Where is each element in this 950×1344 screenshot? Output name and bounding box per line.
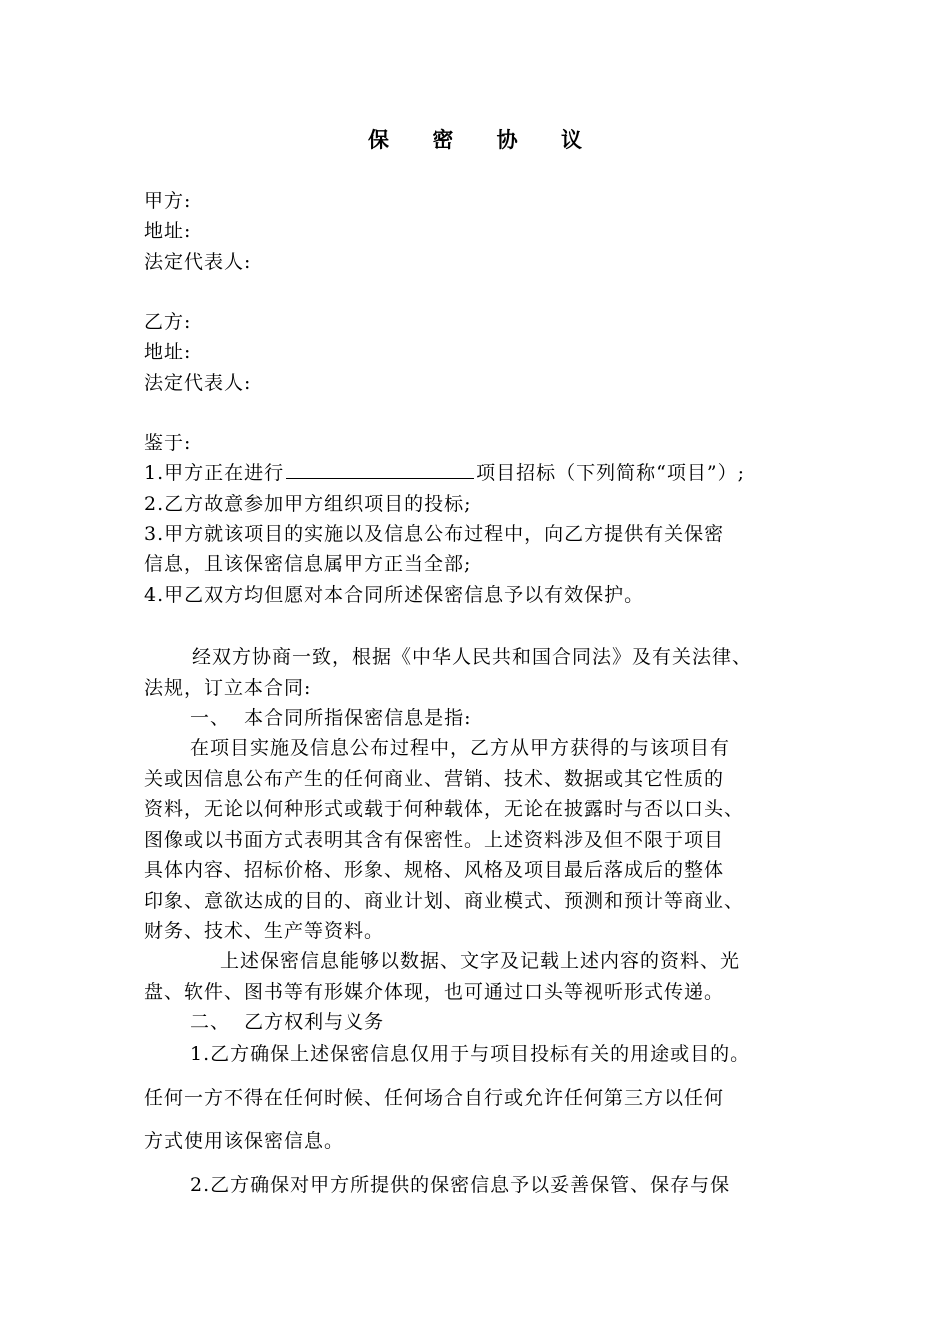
section-1-para-1-line: 具体内容、招标价格、形象、规格、风格及项目最后落成后的整体 (144, 859, 725, 881)
party-a-rep-label: 法定代表人: (144, 251, 252, 273)
section-1-para-1-line: 资料，无论以何种形式或载于何种载体，无论在披露时与否以口头、 (144, 798, 745, 820)
section-1-para-2-line: 盘、软件、图书等有形媒介体现，也可通过口头等视听形式传递。 (144, 981, 725, 1003)
section-2-clause-1-line: 任何一方不得在任何时候、任何场合自行或允许任何第三方以任何 (144, 1087, 725, 1109)
section-1-heading: 一、 本合同所指保密信息是指: (190, 707, 472, 729)
whereas-item-3-line-2: 信息，且该保密信息属甲方正当全部; (144, 553, 472, 575)
whereas-item-3-line-1: 3.甲方就该项目的实施以及信息公布过程中，向乙方提供有关保密 (144, 523, 725, 545)
section-1-para-1-line: 关或因信息公布产生的任何商业、营销、技术、数据或其它性质的 (144, 768, 725, 790)
section-2-heading: 二、 乙方权利与义务 (190, 1011, 385, 1033)
section-2-clause-1-line: 1.乙方确保上述保密信息仅用于与项目投标有关的用途或目的。 (190, 1043, 751, 1065)
party-b-rep-label: 法定代表人: (144, 372, 252, 394)
document-title: 保 密 协 议 (368, 127, 600, 152)
project-name-blank[interactable] (286, 458, 474, 479)
section-2-clause-1-line: 方式使用该保密信息。 (144, 1130, 345, 1152)
party-a-name-label: 甲方: (144, 190, 192, 212)
party-a-address-label: 地址: (144, 220, 192, 242)
whereas-item-2: 2.乙方故意参加甲方组织项目的投标; (144, 493, 472, 515)
whereas-item-1-before: 1.甲方正在进行 (144, 462, 285, 484)
section-1-para-2-line: 上述保密信息能够以数据、文字及记载上述内容的资料、光 (220, 950, 741, 972)
section-1-para-1-line: 图像或以书面方式表明其含有保密性。上述资料涉及但不限于项目 (144, 829, 725, 851)
whereas-heading: 鉴于: (144, 432, 192, 454)
section-1-para-1-line: 印象、意欲达成的目的、商业计划、商业模式、预测和预计等商业、 (144, 890, 745, 912)
section-1-para-1-line: 在项目实施及信息公布过程中，乙方从甲方获得的与该项目有 (190, 737, 731, 759)
whereas-item-1-after: 项目招标（下列简称“项目”）; (476, 462, 745, 484)
section-2-clause-2-line: 2.乙方确保对甲方所提供的保密信息予以妥善保管、保存与保 (190, 1174, 731, 1196)
party-b-name-label: 乙方: (144, 311, 192, 333)
whereas-item-4: 4.甲乙双方均但愿对本合同所述保密信息予以有效保护。 (144, 584, 645, 606)
intro-line-2: 法规，订立本合同: (144, 677, 312, 699)
whereas-item-1 (144, 458, 745, 488)
section-1-para-1-line: 财务、技术、生产等资料。 (144, 920, 385, 942)
intro-line-1: 经双方协商一致，根据《中华人民共和国合同法》及有关法律、 (192, 646, 753, 668)
party-b-address-label: 地址: (144, 341, 192, 363)
